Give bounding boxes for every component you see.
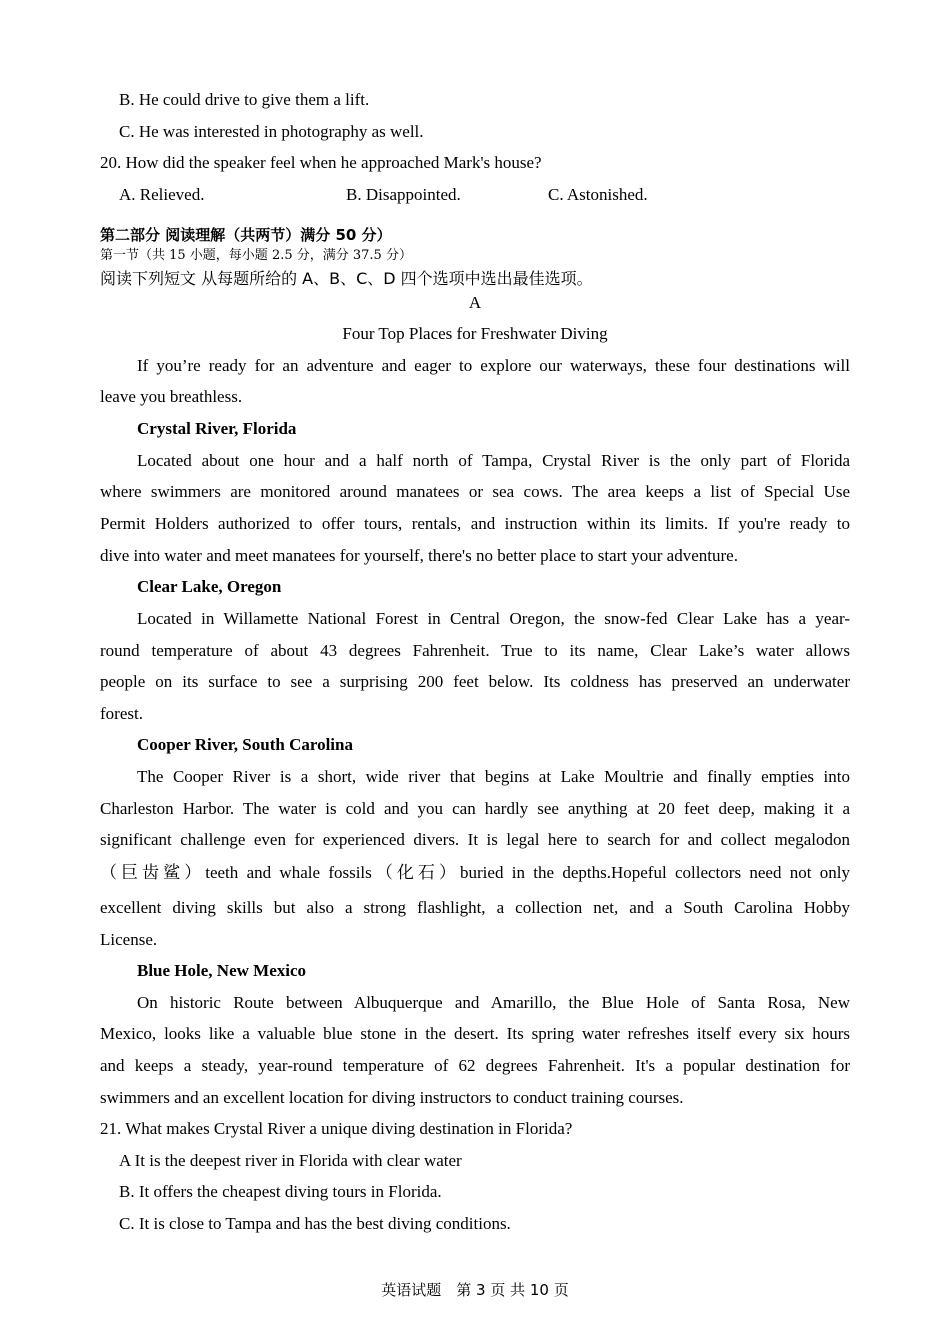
q21-option-a: A It is the deepest river in Florida with clear water bbox=[119, 1151, 462, 1170]
q21-option-b: B. It offers the cheapest diving tours in Florida. bbox=[119, 1182, 442, 1201]
paragraph-line: License. bbox=[100, 930, 158, 949]
q19-option-b: B. He could drive to give them a lift. bbox=[119, 90, 370, 109]
q20-option-b: B. Disappointed. bbox=[346, 185, 461, 204]
paragraph-line: Located about one hour and a half north of Tampa, Crystal River is the only part of Florida bbox=[137, 451, 850, 470]
paragraph-line: Permit Holders authorized to offer tours, rentals, and instruction within its limits. If you're ready to bbox=[100, 514, 850, 533]
place-heading: Blue Hole, New Mexico bbox=[137, 961, 307, 980]
part-title: 第二部分 阅读理解（共两节）满分 50 分） bbox=[100, 226, 392, 244]
page-footer: 英语试题 第 3 页 共 10 页 bbox=[381, 1281, 569, 1299]
passage-title: Four Top Places for Freshwater Diving bbox=[342, 324, 608, 343]
paragraph-line: Located in Willamette National Forest in Central Oregon, the snow-fed Clear Lake has a year- bbox=[137, 609, 850, 628]
paragraph-line: Charleston Harbor. The water is cold and you can hardly see anything at 20 feet deep, making it a bbox=[100, 799, 850, 818]
q20-option-c: C. Astonished. bbox=[548, 185, 648, 204]
paragraph-line: On historic Route between Albuquerque and Amarillo, the Blue Hole of Santa Rosa, New bbox=[137, 993, 850, 1012]
passage-label: A bbox=[468, 293, 482, 312]
q21-question: 21. What makes Crystal River a unique diving destination in Florida? bbox=[100, 1119, 573, 1138]
paragraph-line: and keeps a steady, year-round temperature of 62 degrees Fahrenheit. It's a popular destination for bbox=[100, 1056, 850, 1075]
intro-line: leave you breathless. bbox=[100, 387, 243, 406]
paragraph-line: Mexico, looks like a valuable blue stone in the desert. Its spring water refreshes itself every six hours bbox=[100, 1024, 850, 1043]
q19-option-c: C. He was interested in photography as well. bbox=[119, 122, 424, 141]
place-heading: Cooper River, South Carolina bbox=[137, 735, 353, 754]
sub-title: 第一节（共 15 小题，每小题 2.5 分，满分 37.5 分） bbox=[100, 248, 412, 263]
q20-option-a: A. Relieved. bbox=[119, 185, 205, 204]
paragraph-line: （巨齿鲨）teeth and whale fossils（化石）buried in the depths.Hopeful collectors need not only bbox=[100, 863, 850, 882]
paragraph-line: significant challenge even for experienced divers. It is legal here to search for and collect megalodon bbox=[100, 830, 850, 849]
place-heading: Crystal River, Florida bbox=[137, 419, 297, 438]
q20-question: 20. How did the speaker feel when he approached Mark's house? bbox=[100, 153, 542, 172]
intro-line: If you’re ready for an adventure and eager to explore our waterways, these four destinations will bbox=[137, 356, 850, 375]
q21-option-c: C. It is close to Tampa and has the best diving conditions. bbox=[119, 1214, 511, 1233]
paragraph-line: excellent diving skills but also a strong flashlight, a collection net, and a South Carolina Hobby bbox=[100, 898, 850, 917]
place-heading: Clear Lake, Oregon bbox=[137, 577, 282, 596]
paragraph-line: The Cooper River is a short, wide river that begins at Lake Moultrie and finally empties into bbox=[137, 767, 850, 786]
paragraph-line: round temperature of about 43 degrees Fahrenheit. True to its name, Clear Lake’s water allows bbox=[100, 641, 850, 660]
paragraph-line: swimmers and an excellent location for diving instructors to conduct training courses. bbox=[100, 1088, 684, 1107]
paragraph-line: people on its surface to see a surprising 200 feet below. Its coldness has preserved an underwater bbox=[100, 672, 850, 691]
paragraph-line: where swimmers are monitored around manatees or sea cows. The area keeps a list of Special Use bbox=[100, 482, 850, 501]
paragraph-line: dive into water and meet manatees for yourself, there's no better place to start your adventure. bbox=[100, 546, 738, 565]
paragraph-line: forest. bbox=[100, 704, 143, 723]
instruction: 阅读下列短文 从每题所给的 A、B、C、D 四个选项中选出最佳选项。 bbox=[100, 269, 593, 288]
